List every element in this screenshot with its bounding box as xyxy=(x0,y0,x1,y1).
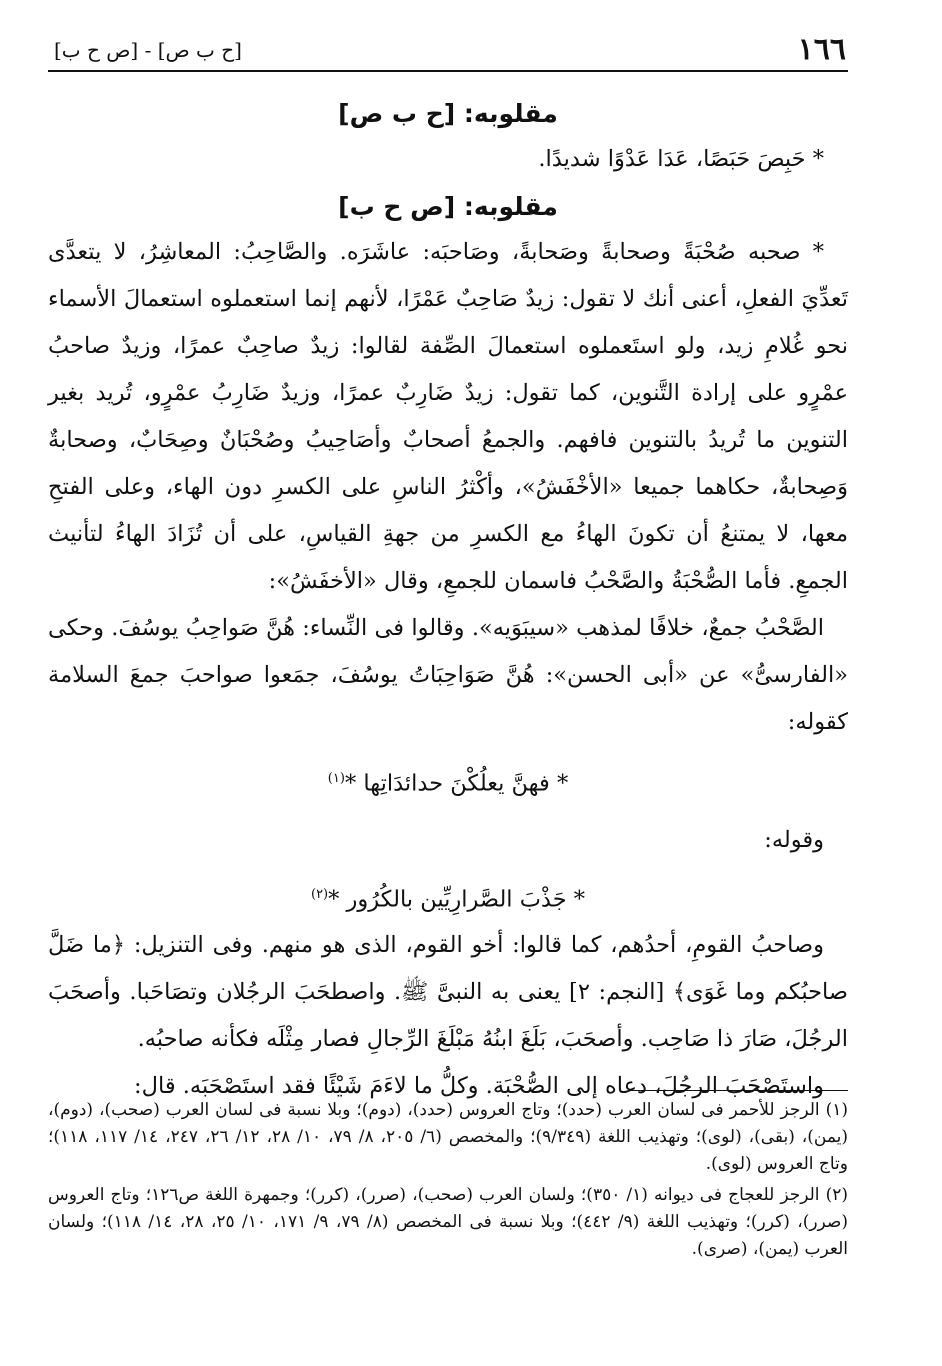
verse-text: * فهنَّ يعلُكْنَ حدائدَاتِها * xyxy=(344,770,569,797)
section-heading-shb: مقلوبه: [ص ح ب] xyxy=(338,192,558,221)
running-title: [ح ب ص] - [ص ح ب] xyxy=(54,38,242,62)
footnote-ref-2: (٢) xyxy=(310,887,329,902)
footnote-divider xyxy=(628,1090,848,1091)
running-header xyxy=(48,30,848,72)
verse-line-1 xyxy=(48,746,848,812)
entry-shb-paragraph-2: الصَّحْبُ جمعٌ، خلافًا لمذهب «سيبَوَيه». وقالوا فى النِّساء: هُنَّ صَواحِبُ يوسُفَ. وحكى «الفارسىُّ» عن «أبى الحسن»: هُنَّ صَوَاحِبَاتُ يوسُفَ، جمَعوا صواحبَ جمعَ السلامة كقوله: xyxy=(48,615,848,735)
verse-intro: وقوله: xyxy=(764,827,824,853)
footnote-2: (٢) الرجز للعجاج فى ديوانه (١/ ٣٥٠)؛ ولسان العرب (صحب)، (صرر)، (كرر)؛ وجمهرة اللغة ص١٢٦؛ وتاج العروس (صرر)، (كرر)؛ وتهذيب اللغة (٩/ ٤٤٢)؛ وبلا نسبة فى المخصص (٨/ ٧٩، ٩/ ١٧١، ١٠/ ٢٥، ٢٨، ١٤/ ١١٨)؛ ولسان العرب (يمن)، (صرى). xyxy=(48,1185,848,1259)
entry-shb-paragraph: * صحبه صُحْبَةً وصحابةً وصَحابةً، وصَاحبَه: عاشَرَه. والصَّاحِبُ: المعاشِرُ، لا يتعدَّى تَعدِّيَ الفعلِ، أعنى أنك لا تقول: زيدٌ صَاحِبٌ عَمْرًا، لأنهم إنما استعملوه استعمالَ الأسماء نحو غُلامِ زيد، ولو استَعملوه استعمالَ الصِّفة لقالوا: زيدٌ صاحِبٌ عمرًا، وزيدٌ صاحبُ عمْرٍو على إرادة التَّنوين، كما تقول: زيدٌ ضَارِبٌ عمرًا، وزيدٌ ضَارِبُ عمْرٍو، تُريد بغير التنوين ما تُريدُ بالتنوين فافهم. والجمعُ أصحابٌ وأصَاحِيبُ وصُحْبَانٌ وصِحَابٌ، وصحابةٌ وَصِحابةٌ، حكاهما جميعا «الأخْفَشُ»، وأكْثرُ الناسِ على الكسرِ دون الهاء، وعلى الفتحِ معها، لا يمتنعُ أن تكونَ الهاءُ مع الكسرِ من جهةِ القياسِ، على أن تُزَادَ الهاءُ لتأنيث الجمعِ. فأما الصُّحْبَةُ والصَّحْبُ فاسمان للجمعِ، وقال «الأخفَشُ»: xyxy=(48,239,848,594)
page-number: ١٦٦ xyxy=(797,32,846,67)
footnote-1: (١) الرجز للأحمر فى لسان العرب (حدد)؛ وتاج العروس (حدد)، (دوم)؛ وبلا نسبة فى لسان العرب (صحب)، (دوم)، (يمن)، (بقى)، (لوى)؛ وتهذيب اللغة (٩/٣٤٩)؛ والمخصص (٦/ ٢٠٥، ٨/ ٧٩، ١٠/ ٢٨، ١٢/ ٢٦، ٢٤٧، ١٤/ ١١٧، ١١٨)؛ وتاج العروس (لوى). xyxy=(48,1100,849,1174)
entry-hbs: * حَبِصَ حَبَصًا، عَدَا عَدْوًا شديدًا. xyxy=(538,146,824,172)
footnote-ref-1: (١) xyxy=(327,771,345,786)
book-page xyxy=(48,30,848,1350)
main-text xyxy=(48,92,848,1110)
entry-shb-paragraph-4: واستَصْحَبَ الرجُلَ، دعاه إلى الصُّحْبَة. وكلُّ ما لاءَمَ شَيْئًا فقد استَصْحَبَه. قال: xyxy=(134,1073,824,1099)
entry-shb-paragraph-3: وصاحبُ القومِ، أحدُهم، كما قالوا: أخو القوم، الذى هو منهم. وفى التنزيل: ﴿ما ضَلَّ صاحبُكم وما غَوَى﴾ [النجم: ٢] يعنى به النبىَّ ﷺ. واصطحَبَ الرجُلان وتصَاحَبا. وأصحَبَ الرجُلَ، صَارَ ذا صَاحِب. وأصحَبَ، بَلَغَ ابنُهُ مَبْلَغَ الرِّجالِ فصار مِثْلَه فكأنه صاحبُه. xyxy=(48,932,848,1052)
section-heading-hbs: مقلوبه: [ح ب ص] xyxy=(338,99,558,128)
footnotes xyxy=(48,1090,848,1263)
verse-line-2 xyxy=(48,868,848,922)
verse-text: * جَذْبَ الصَّرارِيِّين بالكُرُور * xyxy=(328,886,586,913)
